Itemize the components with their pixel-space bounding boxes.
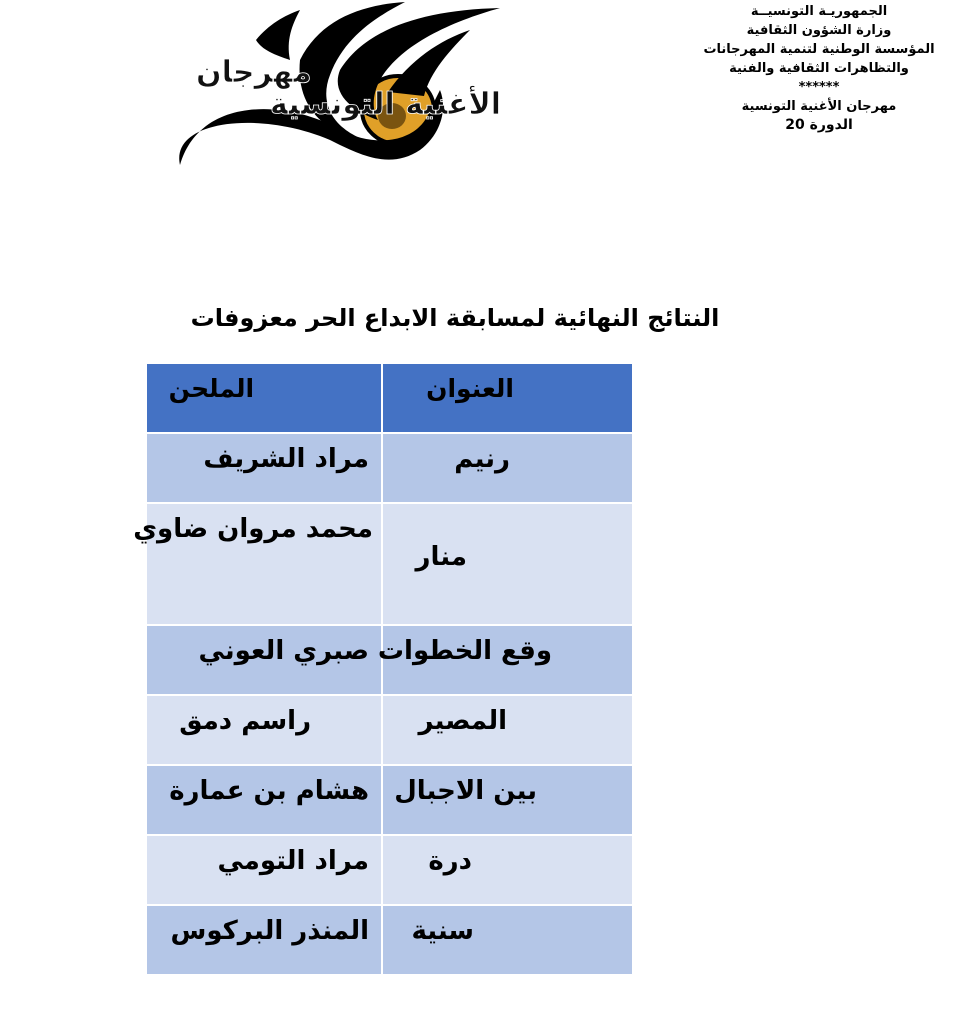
table-row: [146, 503, 633, 625]
column-header-title: العنوان: [382, 363, 633, 433]
header-line-separator: ******: [798, 80, 840, 95]
cell-composer: المنذر البركوس: [146, 905, 382, 975]
cell-title: درة: [382, 835, 633, 905]
table-row: [146, 905, 633, 975]
table-row: [146, 625, 633, 695]
table-row: [146, 835, 633, 905]
header-line-ministry: وزارة الشؤون الثقافية: [746, 23, 892, 38]
table-row: [146, 765, 633, 835]
header-line-festival: مهرجان الأغنية التونسية: [741, 99, 897, 114]
cell-composer: محمد مروان ضاوي: [146, 503, 382, 625]
logo-text-line1: مهرجان: [196, 55, 312, 90]
cell-composer: مراد الشريف: [146, 433, 382, 503]
note-flag-4-shape: [256, 10, 300, 60]
cell-title: منار: [382, 503, 633, 625]
cell-title: المصير: [382, 695, 633, 765]
cell-composer: هشام بن عمارة: [146, 765, 382, 835]
cell-composer: راسم دمق: [146, 695, 382, 765]
cell-composer: صبري العوني: [146, 625, 382, 695]
cell-composer: مراد التومي: [146, 835, 382, 905]
table-row: [146, 695, 633, 765]
cell-title: رنيم: [382, 433, 633, 503]
header-line-republic: الجمهوريـة التونسيــة: [750, 4, 888, 19]
results-title: النتائج النهائية لمسابقة الابداع الحر معزوفات: [190, 304, 720, 332]
cell-title: وقع الخطوات: [382, 625, 633, 695]
table-row: [146, 433, 633, 503]
header-line-session: الدورة 20: [785, 117, 853, 133]
festival-logo: [0, 0, 520, 185]
column-header-composer: الملحن: [146, 363, 382, 433]
header-line-institution-cont: والتظاهرات الثقافية والفنية: [729, 61, 909, 76]
results-table: [133, 362, 634, 976]
organization-header: [689, 2, 949, 135]
header-line-institution: المؤسسة الوطنية لتنمية المهرجانات: [703, 42, 935, 57]
cell-title: سنية: [382, 905, 633, 975]
table-header-row: [146, 363, 633, 433]
cell-title: بين الاجبال: [382, 765, 633, 835]
logo-text-line2: الأغنية التونسية: [270, 87, 502, 122]
